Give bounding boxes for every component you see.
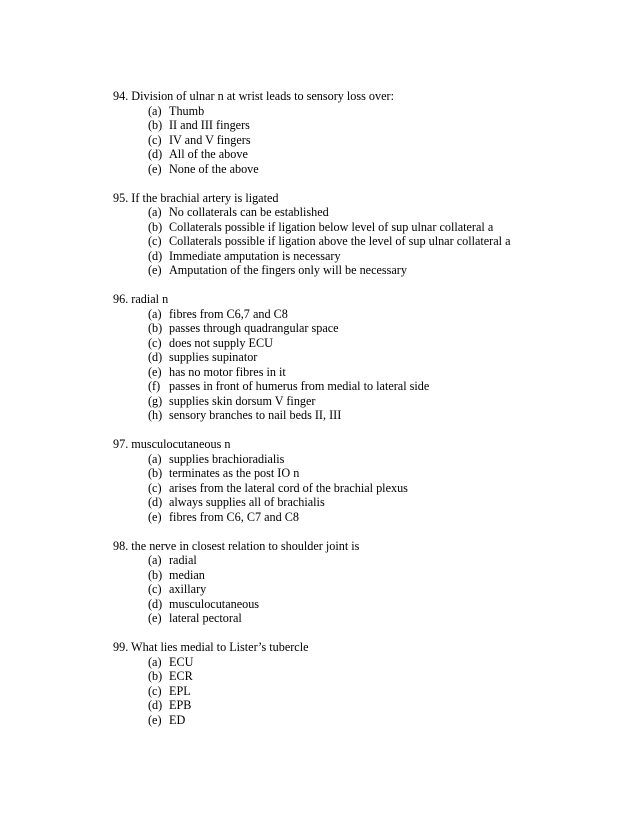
option-item [113, 205, 613, 220]
option-text: Thumb [169, 103, 205, 118]
option-item [113, 350, 613, 365]
option-text: IV and V fingers [169, 132, 251, 147]
option-letter: (g) [148, 393, 163, 408]
option-letter: (b) [148, 321, 163, 335]
option-text: terminates as the post IO n [169, 466, 300, 480]
question-stem: 96. radial n [113, 292, 169, 306]
option-letter: (d) [148, 495, 163, 509]
option-item [113, 684, 613, 699]
question-block [113, 539, 613, 626]
option-letter: (d) [148, 147, 163, 161]
option-text: axillary [169, 582, 207, 596]
option-letter: (d) [148, 698, 163, 712]
option-text: supplies supinator [169, 350, 258, 364]
option-letter: (a) [148, 553, 162, 567]
option-item [113, 162, 613, 177]
option-item [113, 597, 613, 612]
option-letter: (b) [148, 669, 163, 683]
question-block [113, 89, 613, 176]
option-item [113, 568, 613, 583]
option-item [113, 147, 613, 162]
question-stem: 98. the nerve in closest relation to shoulder joint is [113, 538, 360, 553]
option-text: None of the above [169, 161, 259, 176]
option-item [113, 307, 613, 322]
option-letter: (b) [148, 466, 163, 480]
option-letter: (d) [148, 248, 163, 263]
option-item [113, 365, 613, 380]
option-text: supplies skin dorsum V finger [169, 393, 316, 408]
question-stem: 94. Division of ulnar n at wrist leads to sensory loss over: [113, 89, 394, 103]
option-letter: (b) [148, 118, 163, 132]
option-text: Collaterals possible if ligation above the level of sup ulnar collateral a [169, 234, 511, 248]
option-letter: (e) [148, 509, 162, 524]
option-letter: (d) [148, 350, 163, 364]
option-text: median [169, 567, 205, 582]
option-letter: (a) [148, 654, 162, 669]
question-stem: 99. What lies medial to Lister’s tubercle [113, 640, 309, 654]
option-item [113, 582, 613, 597]
option-item [113, 234, 613, 249]
option-text: does not supply ECU [169, 335, 273, 350]
option-text: sensory branches to nail beds II, III [169, 408, 342, 422]
option-letter: (b) [148, 567, 163, 582]
option-list [113, 655, 613, 728]
option-text: passes through quadrangular space [169, 321, 339, 335]
question-list [113, 89, 613, 742]
option-item [113, 133, 613, 148]
option-letter: (e) [148, 364, 162, 379]
option-letter: (c) [148, 683, 162, 698]
option-text: All of the above [169, 147, 248, 161]
option-letter: (e) [148, 611, 162, 625]
option-letter: (c) [148, 234, 162, 248]
option-list [113, 452, 613, 525]
option-item [113, 263, 613, 278]
option-letter: (a) [148, 451, 162, 466]
option-item [113, 669, 613, 684]
option-letter: (c) [148, 480, 162, 495]
option-list [113, 553, 613, 626]
option-text: ED [169, 712, 186, 727]
option-item [113, 321, 613, 336]
option-text: radial [169, 553, 197, 567]
question-block [113, 191, 613, 278]
option-list [113, 307, 613, 423]
option-text: musculocutaneous [169, 596, 260, 611]
option-text: has no motor fibres in it [169, 364, 286, 379]
option-text: No collaterals can be established [169, 205, 329, 219]
option-item [113, 655, 613, 670]
option-text: supplies brachioradialis [169, 451, 285, 466]
option-item [113, 118, 613, 133]
option-text: fibres from C6, C7 and C8 [169, 509, 299, 524]
option-letter: (h) [148, 408, 163, 422]
question-stem: 95. If the brachial artery is ligated [113, 190, 279, 205]
option-text: Amputation of the fingers only will be necessary [169, 263, 407, 277]
option-text: fibres from C6,7 and C8 [169, 306, 288, 321]
option-letter: (e) [148, 712, 162, 727]
option-letter: (d) [148, 596, 163, 611]
option-letter: (c) [148, 335, 162, 350]
option-item [113, 249, 613, 264]
option-list [113, 104, 613, 177]
option-item [113, 510, 613, 525]
option-letter: (a) [148, 103, 162, 118]
question-stem: 97. musculocutaneous n [113, 437, 231, 451]
question-block [113, 292, 613, 423]
option-text: always supplies all of brachialis [169, 495, 325, 509]
option-item [113, 495, 613, 510]
option-letter: (e) [148, 263, 162, 277]
option-item [113, 713, 613, 728]
option-item [113, 379, 613, 394]
option-letter: (a) [148, 205, 162, 219]
option-letter: (a) [148, 306, 162, 321]
option-item [113, 336, 613, 351]
option-item [113, 611, 613, 626]
option-text: II and III fingers [169, 118, 250, 132]
option-item [113, 698, 613, 713]
option-letter: (c) [148, 582, 162, 596]
option-text: Collaterals possible if ligation below level of sup ulnar collateral a [169, 219, 494, 234]
option-letter: (e) [148, 161, 162, 176]
option-text: EPL [169, 683, 191, 698]
option-letter: (f) [148, 379, 161, 393]
option-item [113, 408, 613, 423]
option-text: passes in front of humerus from medial to lateral side [169, 379, 430, 393]
option-text: lateral pectoral [169, 611, 242, 625]
option-text: ECR [169, 669, 193, 683]
option-item [113, 104, 613, 119]
option-item [113, 466, 613, 481]
option-item [113, 553, 613, 568]
option-text: ECU [169, 654, 194, 669]
option-text: EPB [169, 698, 192, 712]
option-list [113, 205, 613, 278]
option-item [113, 452, 613, 467]
option-letter: (b) [148, 219, 163, 234]
option-text: Immediate amputation is necessary [169, 248, 341, 263]
question-block [113, 640, 613, 727]
option-item [113, 481, 613, 496]
option-text: arises from the lateral cord of the brachial plexus [169, 480, 408, 495]
option-item [113, 220, 613, 235]
option-letter: (c) [148, 132, 162, 147]
option-item [113, 394, 613, 409]
question-block [113, 437, 613, 524]
